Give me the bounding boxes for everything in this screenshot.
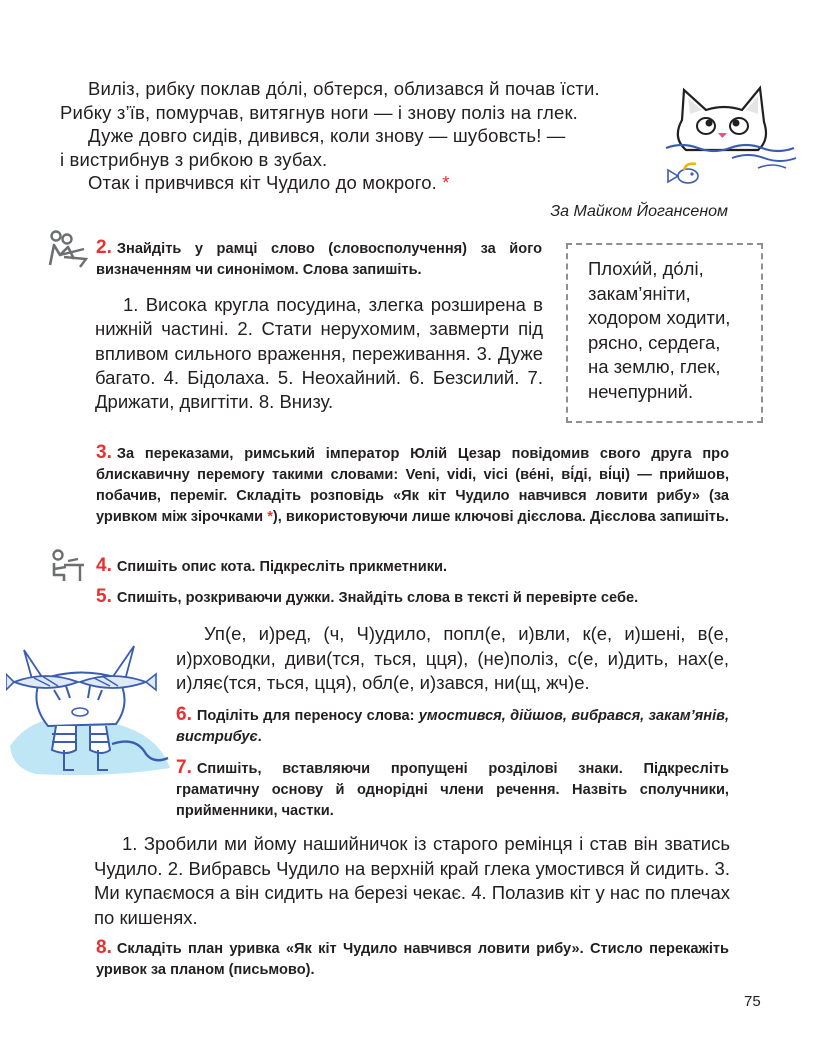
cat-in-water-illustration xyxy=(662,82,802,192)
cat-with-fish-illustration xyxy=(6,628,176,778)
task-6-words: умостився, дійшов, вибрався, закам’янів, вистрибує xyxy=(176,708,729,745)
task-5-instruction: 5. Спишіть, розкриваючи дужки. Знайдіть слова в тексті й перевірте себе. xyxy=(96,586,639,607)
frame-line: ходором ходити, xyxy=(588,307,731,328)
task-8-instruction: 8. Складіть план уривка «Як кіт Чудило навчився ловити рибу». Стисло перекажіть уривок за планом (письмово). xyxy=(96,937,729,978)
story-author: За Майком Йогансеном xyxy=(550,203,728,220)
frame-line: на землю, глек, xyxy=(588,356,721,377)
task-2-definitions: 1. Висока кругла посудина, злегка розширена в нижній частині. 2. Стати нерухомим, завмерти під впливом сильного враження, переживання. 3. Дуже багато. 4. Бідолаха. 5. Неохайний. 6. Безсилий. 7. Дрижати, двигтіти. 8. Внизу. xyxy=(95,294,543,413)
task-6-instruction: 6. Поділіть для переносу слова: умостився, дійшов, вибрався, закам’янів, вистрибує. xyxy=(176,704,729,745)
story-line: і вистрибнув з рибкою в зубах. xyxy=(60,148,328,170)
task-number: 2. xyxy=(96,237,112,258)
task-5 xyxy=(96,586,736,609)
frame-line: закам’яніти, xyxy=(588,282,691,304)
task-7-sentences: 1. Зробили ми йому нашийничок із старого ремінця і став він зватись Чудило. 2. Вибравсь Чудило на верхній край глека умостився й сидить. 3. Ми купаємося а він сидить на березі чекає. 4. Полазив кіт у нас по плечах по кишенях. xyxy=(94,833,730,928)
task-3-star: * xyxy=(267,509,273,525)
task-number: 8. xyxy=(96,937,112,958)
task-6 xyxy=(176,704,729,748)
frame-line: рясно, сердега, xyxy=(588,331,721,353)
task-2 xyxy=(96,237,542,281)
task-number: 5. xyxy=(96,586,112,607)
task-7-instruction: 7. Спишіть, вставляючи пропущені розділові знаки. Підкресліть граматичну основу й однорідні члени речення. Назвіть сполучники, прийменники, частки. xyxy=(176,757,729,819)
group-work-icon xyxy=(46,229,90,269)
task-number: 6. xyxy=(176,704,192,725)
task-3-instruction: 3. За переказами, римський імператор Юлій Цезар повідомив свого друга про блискавичну перемогу такими словами: Veni, vidi, vici (ве́ні, ві́ді, ві́ці) — прийшов, побачив, переміг. Складіть розповідь «Як кіт Чудило навчився ловити рибу» (за уривком між зірочками *), використовуючи лише ключові дієслова. Дієслова запишіть. xyxy=(96,442,729,525)
task-number: 7. xyxy=(176,757,192,778)
story-line: Отак і привчився кіт Чудило до мокрого. * xyxy=(88,172,450,193)
story-line: Дуже довго сидів, дивився, коли знову — шубовсть! — xyxy=(88,125,566,146)
writing-desk-icon xyxy=(46,549,86,583)
story-star: * xyxy=(442,172,450,193)
frame-line: нечепурний. xyxy=(588,380,694,402)
task-number: 4. xyxy=(96,555,112,576)
task-4-instruction: 4. Спишіть опис кота. Підкресліть прикметники. xyxy=(96,555,448,576)
word-frame xyxy=(566,243,763,423)
story-text xyxy=(60,77,660,195)
story-line: Виліз, рибку поклав до́лі, обтерся, облизався й почав їсти. xyxy=(88,78,600,99)
task-2-instruction: 2. Знайдіть у рамці слово (словосполучення) за його визначенням чи синонімом. Слова запишіть. xyxy=(96,237,542,278)
frame-line: Плохи́й, до́лі, xyxy=(588,258,704,279)
task-number: 3. xyxy=(96,442,112,463)
story-line: Рибку з’їв, помурчав, витягнув ноги — і знову поліз на глек. xyxy=(60,101,578,123)
task-8 xyxy=(96,937,729,981)
task-7 xyxy=(176,757,729,822)
task-4 xyxy=(96,555,729,578)
page-number: 75 xyxy=(744,993,761,1010)
task-3 xyxy=(96,442,729,528)
task-5-exercise: Уп(е, и)ред, (ч, Ч)удило, попл(е, и)вли, к(е, и)шені, в(е, и)рховодки, диви(тся, ться, цця), (не)поліз, с(е, и)дить, нах(е, и)ляє(тся, ться, цця), обл(е, и)зався, ни(щ, жч)е. xyxy=(176,623,729,693)
